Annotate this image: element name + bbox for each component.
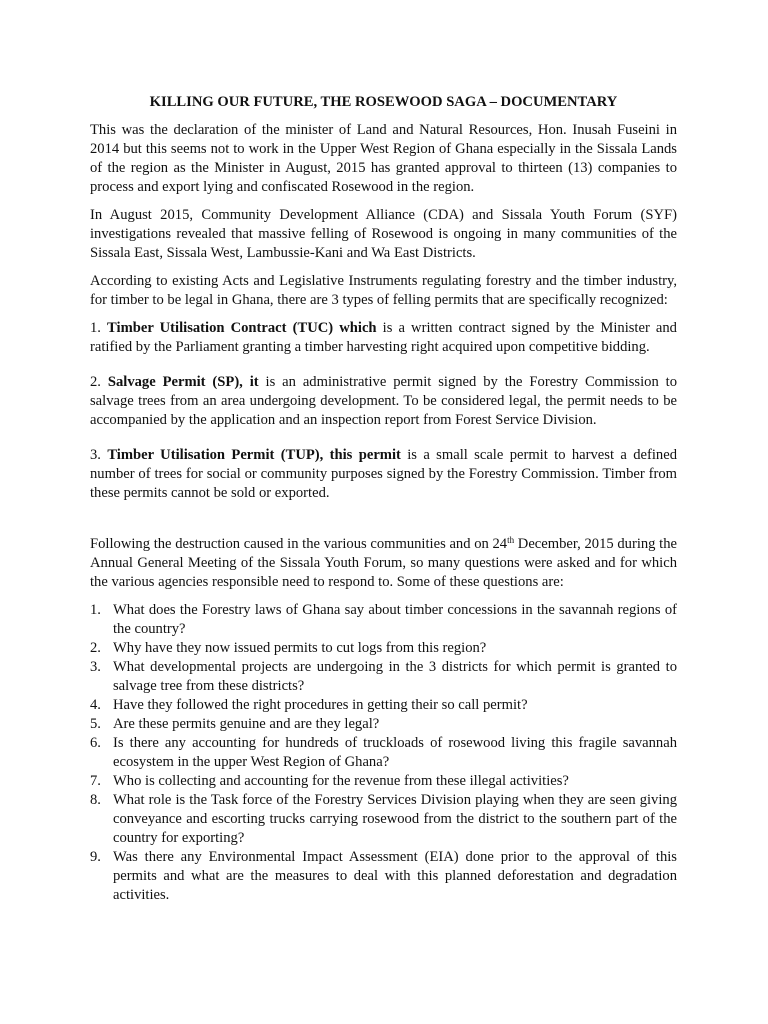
list-item — [90, 791, 677, 848]
list-item-text: Are these permits genuine and are they legal? — [113, 716, 380, 732]
list-item-text: Why have they now issued permits to cut logs from this region? — [113, 640, 487, 656]
permit-name: Salvage Permit (SP), it — [107, 374, 259, 390]
permit-description: is an administrative permit signed by the Forestry Commission to salvage trees from an area undergoing development. To be considered legal, the permit needs to be accompanied by the application and an inspection report from Forest Service Division. — [90, 374, 677, 428]
permit-name: Timber Utilisation Permit (TUP), this permit — [107, 447, 401, 463]
list-item — [90, 715, 677, 734]
list-item — [90, 734, 677, 772]
following-text-start: Following the destruction caused in the various communities and on 24 — [90, 536, 508, 552]
list-item — [90, 848, 677, 905]
list-item-text: What does the Forestry laws of Ghana say about timber concessions in the savannah regions of the country? — [113, 602, 677, 637]
list-item-number: 1. — [90, 602, 101, 618]
list-item-number: 9. — [90, 849, 101, 865]
list-item-number: 3. — [90, 659, 101, 675]
permit-description: is a small scale permit to harvest a defined number of trees for social or community purposes signed by the Forestry Commission. Timber from these permits cannot be sold or exported. — [90, 447, 677, 501]
list-item — [90, 658, 677, 696]
list-item-number: 2. — [90, 640, 101, 656]
list-item-text: Who is collecting and accounting for the revenue from these illegal activities? — [113, 773, 569, 789]
list-item-text: Was there any Environmental Impact Assessment (EIA) done prior to the approval of this permits and what are the measures to deal with this planned deforestation and degradation activities. — [113, 849, 677, 903]
permit-item-tup — [90, 446, 677, 503]
document-title: KILLING OUR FUTURE, THE ROSEWOOD SAGA – DOCUMENTARY — [149, 94, 618, 110]
list-item-text: What developmental projects are undergoing in the 3 districts for which permit is granted to salvage tree from these districts? — [113, 659, 677, 694]
list-item-number: 4. — [90, 697, 101, 713]
list-item-text: What role is the Task force of the Forestry Services Division playing when they are seen giving conveyance and escorting trucks carrying rosewood from the district to the southern part of the country for exporting? — [113, 792, 677, 846]
document-body — [90, 93, 677, 905]
list-item-text: Have they followed the right procedures in getting their so call permit? — [113, 697, 528, 713]
paragraph-permit-types: According to existing Acts and Legislative Instruments regulating forestry and the timber industry, for timber to be legal in Ghana, there are 3 types of felling permits that are specifically recognized: — [90, 273, 677, 308]
ordinal-superscript: th — [507, 535, 515, 545]
following-text-end: December, 2015 during the Annual General Meeting of the Sissala Youth Forum, so many questions were asked and for which the various agencies responsible need to respond to. Some of these questions are: — [90, 536, 677, 590]
permit-number: 2. — [90, 374, 101, 390]
paragraph-investigation: In August 2015, Community Development Alliance (CDA) and Sissala Youth Forum (SYF) investigations revealed that massive felling of Rosewood is ongoing in many communities of the Sissala East, Sissala West, Lambussie-Kani and Wa East Districts. — [90, 207, 677, 261]
paragraph-declaration: This was the declaration of the minister of Land and Natural Resources, Hon. Inusah Fuseini in 2014 but this seems not to work in the Upper West Region of Ghana especially in the Sissala Lands of the region as the Minister in August, 2015 has granted approval to thirteen (13) companies to process and export lying and confiscated Rosewood in the region. — [90, 122, 677, 195]
list-item-number: 5. — [90, 716, 101, 732]
list-item — [90, 696, 677, 715]
list-item — [90, 601, 677, 639]
questions-list — [90, 601, 677, 905]
paragraph-following — [90, 535, 677, 592]
list-item-number: 8. — [90, 792, 101, 808]
permit-name: Timber Utilisation Contract (TUC) which — [107, 320, 377, 336]
list-item-number: 7. — [90, 773, 101, 789]
permit-number: 3. — [90, 447, 101, 463]
permit-description: is a written contract signed by the Minister and ratified by the Parliament granting a timber harvesting right acquired upon competitive bidding. — [90, 320, 677, 355]
list-item-text: Is there any accounting for hundreds of truckloads of rosewood living this fragile savannah ecosystem in the upper West Region of Ghana? — [113, 735, 677, 770]
permit-item-sp — [90, 373, 677, 430]
permit-number: 1. — [90, 320, 101, 336]
list-item — [90, 639, 677, 658]
permit-item-tuc — [90, 319, 677, 357]
list-item-number: 6. — [90, 735, 101, 751]
list-item — [90, 772, 677, 791]
